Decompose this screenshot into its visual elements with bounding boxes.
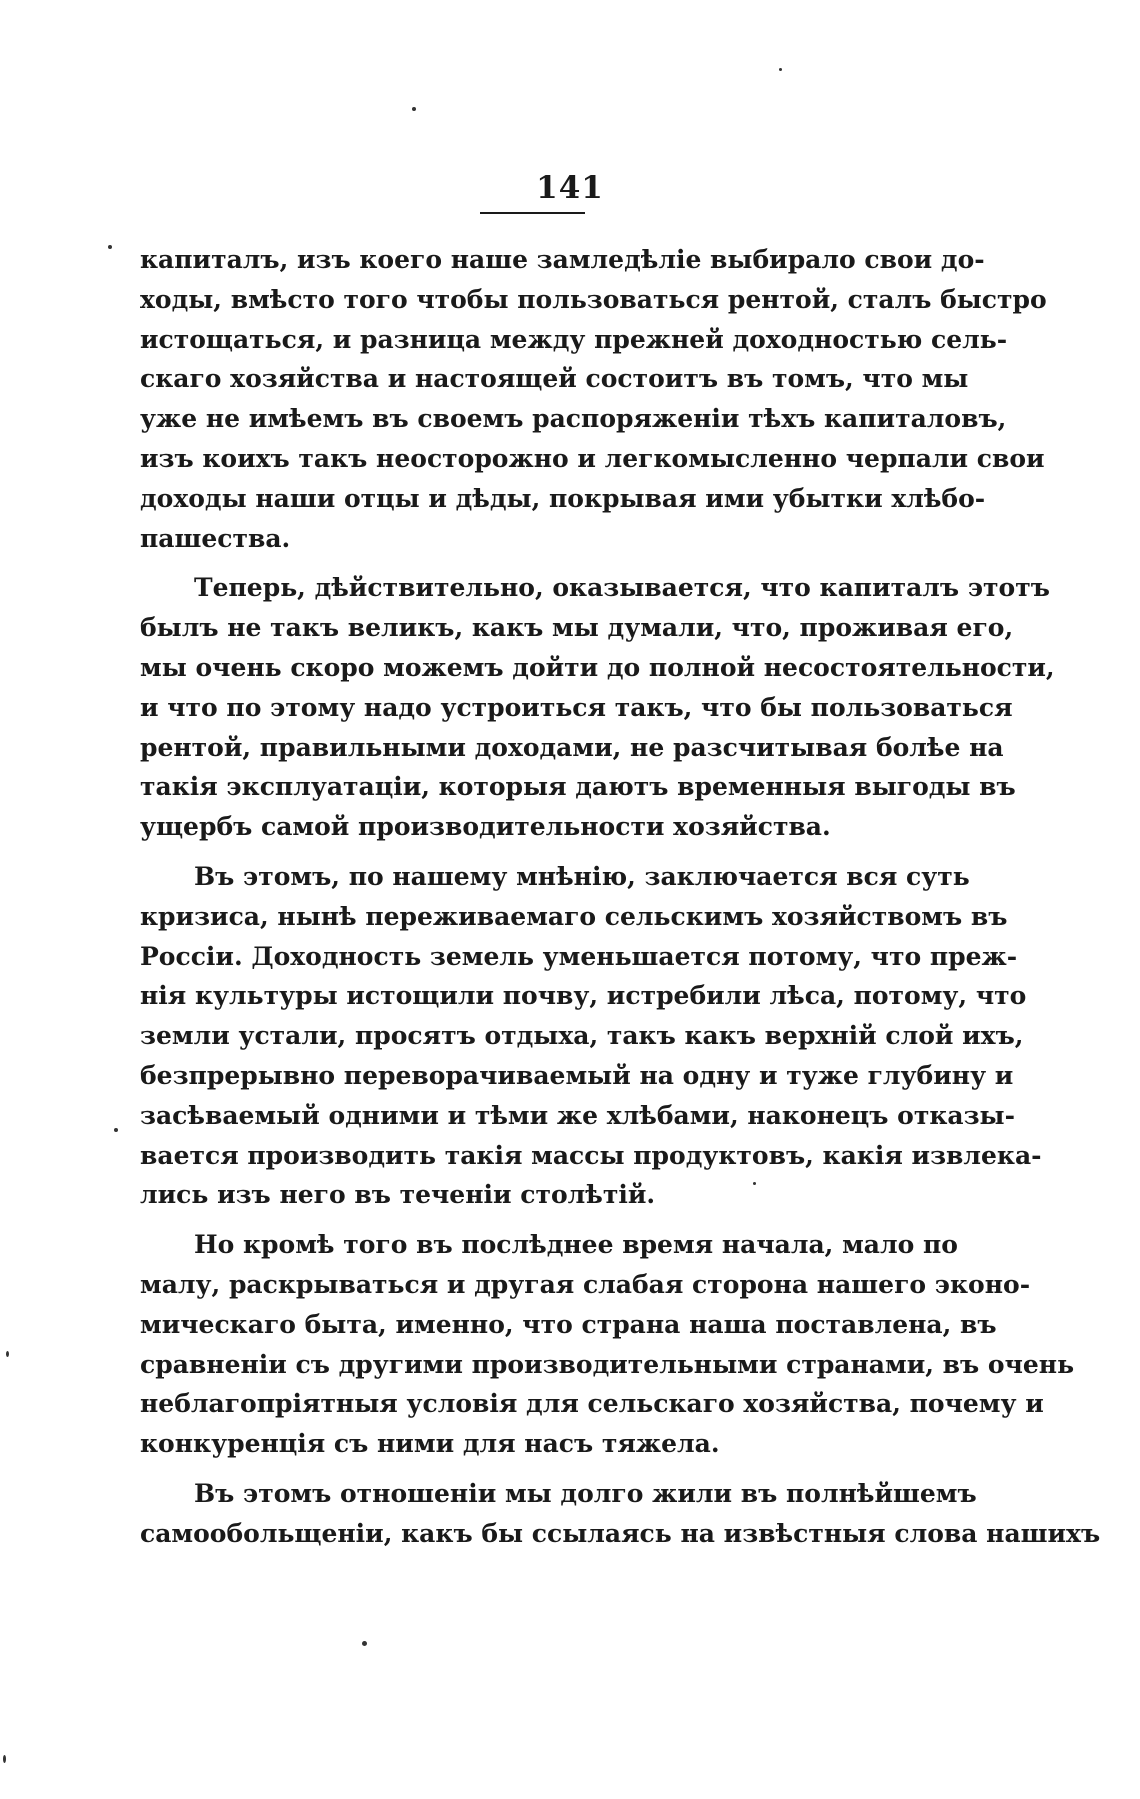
text-line: засѣваемый одними и тѣми же хлѣбами, наконецъ отказы- (140, 1100, 1015, 1130)
text-line: рентой, правильными доходами, не разсчитывая болѣе на (140, 732, 1004, 762)
text-line: истощаться, и разница между прежней доходностью сель- (140, 324, 1008, 354)
scan-speck (108, 245, 112, 249)
scan-speck (3, 1755, 6, 1763)
scan-speck (779, 68, 782, 71)
paragraph-3 (140, 857, 1042, 1215)
body-text (140, 240, 1101, 1554)
paragraph-2 (140, 568, 1055, 847)
text-line: лись изъ него въ теченіи столѣтій. (140, 1180, 656, 1210)
scan-speck (753, 1182, 756, 1185)
paragraph-5 (140, 1474, 1101, 1554)
text-line: пашества. (140, 523, 291, 553)
page-number-rule (480, 212, 585, 214)
paragraph-1 (140, 240, 1047, 558)
text-line: кризиса, нынѣ переживаемаго сельскимъ хозяйствомъ въ (140, 901, 1008, 931)
text-line: Теперь, дѣйствительно, оказывается, что капиталъ этотъ (194, 573, 1050, 603)
text-line: и что по этому надо устроиться такъ, что бы пользоваться (140, 692, 1013, 722)
text-line: скаго хозяйства и настоящей состоитъ въ томъ, что мы (140, 364, 969, 394)
text-line: уже не имѣемъ въ своемъ распоряженіи тѣхъ капиталовъ, (140, 404, 1007, 434)
text-line: такія эксплуатаціи, которыя даютъ временныя выгоды въ (140, 772, 1016, 802)
text-line: капиталъ, изъ коего наше замледѣліе выбирало свои до- (140, 245, 985, 274)
text-line: нія культуры истощили почву, истребили лѣса, потому, что (140, 981, 1027, 1011)
text-line: неблагопріятныя условія для сельскаго хозяйства, почему и (140, 1389, 1044, 1419)
text-line: былъ не такъ великъ, какъ мы думали, что, проживая его, (140, 613, 1014, 643)
scan-speck (412, 107, 416, 111)
text-line: вается производить такія массы продуктовъ, какія извлека- (140, 1140, 1042, 1170)
page-number: 141 (536, 170, 604, 206)
text-line: безпрерывно переворачиваемый на одну и туже глубину и (140, 1060, 1014, 1090)
text-line: доходы наши отцы и дѣды, покрывая ими убытки хлѣбо- (140, 483, 986, 513)
scan-speck (362, 1641, 367, 1646)
text-line: Въ этомъ отношеніи мы долго жили въ полнѣйшемъ (194, 1478, 977, 1508)
text-line: ущербъ самой производительности хозяйства. (140, 812, 831, 842)
text-line: Но кромѣ того въ послѣднее время начала, мало по (194, 1230, 958, 1260)
text-line: мы очень скоро можемъ дойти до полной несостоятельности, (140, 652, 1055, 682)
text-line: самообольщеніи, какъ бы ссылаясь на извѣстныя слова нашихъ (140, 1518, 1101, 1548)
text-line: малу, раскрываться и другая слабая сторона нашего эконо- (140, 1269, 1031, 1299)
text-line: изъ коихъ такъ неосторожно и легкомысленно черпали свои (140, 443, 1045, 473)
text-line: земли устали, просятъ отдыха, такъ какъ верхній слой ихъ, (140, 1021, 1024, 1051)
scan-speck (6, 1351, 9, 1357)
scan-speck (114, 1128, 118, 1132)
text-line: мическаго быта, именно, что страна наша поставлена, въ (140, 1309, 997, 1339)
text-line: Въ этомъ, по нашему мнѣнію, заключается вся суть (194, 861, 970, 891)
text-line: Россіи. Доходность земель уменьшается потому, что преж- (140, 941, 1018, 971)
text-line: конкуренція съ ними для насъ тяжела. (140, 1429, 720, 1459)
paragraph-4 (140, 1225, 1075, 1464)
text-line: сравненіи съ другими производительными странами, въ очень (140, 1349, 1075, 1379)
text-line: ходы, вмѣсто того чтобы пользоваться рентой, сталъ быстро (140, 284, 1047, 314)
